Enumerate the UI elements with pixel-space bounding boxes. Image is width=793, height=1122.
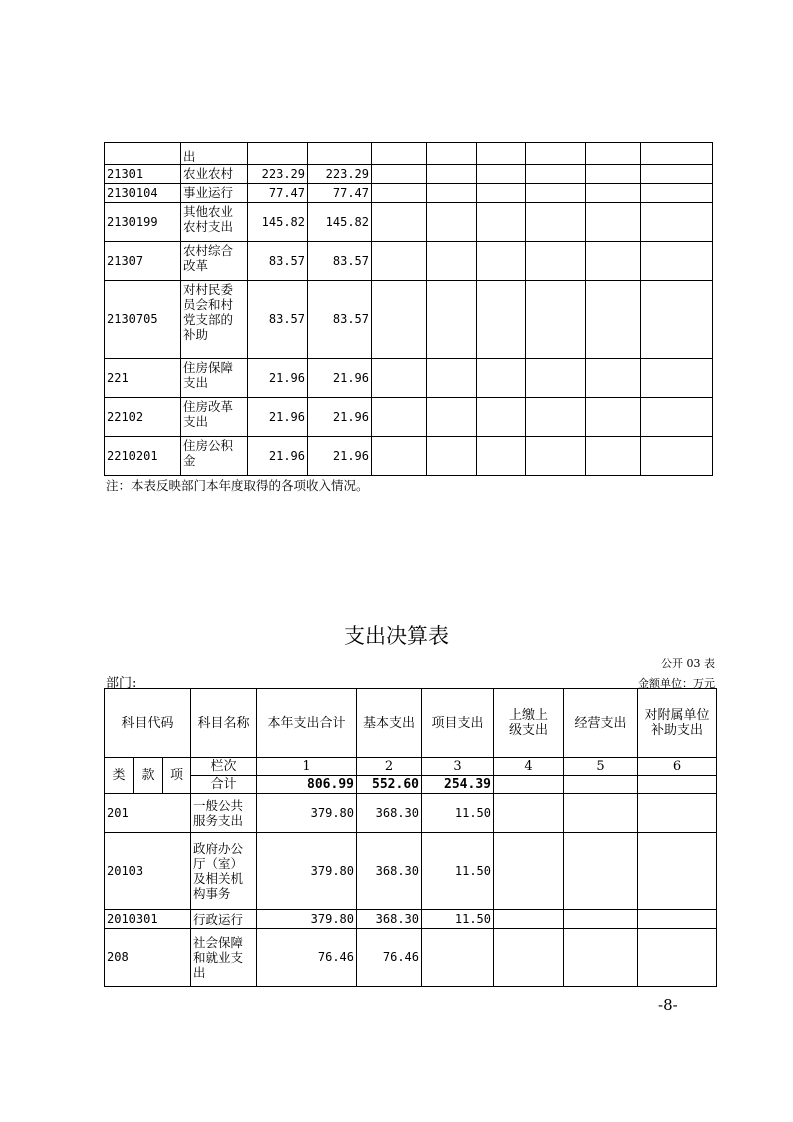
empty-cell bbox=[641, 184, 713, 203]
empty-cell bbox=[526, 143, 586, 165]
empty-cell bbox=[586, 184, 641, 203]
row-code: 2210201 bbox=[105, 437, 181, 476]
row-code: 2130199 bbox=[105, 203, 181, 242]
row-project: 11.50 bbox=[422, 794, 494, 833]
empty-cell bbox=[526, 203, 586, 242]
total-row-business bbox=[564, 776, 638, 794]
empty-cell bbox=[372, 437, 427, 476]
empty-cell bbox=[427, 359, 477, 398]
empty-cell bbox=[526, 281, 586, 359]
table-row bbox=[105, 929, 717, 987]
empty-cell bbox=[564, 833, 638, 910]
row-name: 农业农村 bbox=[181, 165, 248, 184]
row-name: 社会保障和就业支出 bbox=[191, 929, 257, 987]
empty-cell bbox=[526, 398, 586, 437]
empty-cell bbox=[526, 359, 586, 398]
header-upper: 上缴上级支出 bbox=[494, 689, 564, 758]
empty-cell bbox=[477, 398, 526, 437]
empty-cell bbox=[526, 184, 586, 203]
empty-cell bbox=[564, 794, 638, 833]
empty-cell bbox=[638, 833, 717, 910]
col-number-2: 2 bbox=[357, 758, 422, 776]
header-lanci: 栏次 bbox=[191, 758, 257, 776]
header-business: 经营支出 bbox=[564, 689, 638, 758]
row-value-1: 145.82 bbox=[248, 203, 308, 242]
row-value-1: 21.96 bbox=[248, 437, 308, 476]
empty-cell bbox=[427, 242, 477, 281]
empty-cell bbox=[641, 203, 713, 242]
header-name: 科目名称 bbox=[191, 689, 257, 758]
empty-cell bbox=[427, 143, 477, 165]
row-name: 住房保障支出 bbox=[181, 359, 248, 398]
empty-cell bbox=[372, 143, 427, 165]
col-number-3: 3 bbox=[422, 758, 494, 776]
table-row bbox=[105, 143, 713, 165]
table-row bbox=[105, 203, 713, 242]
empty-cell bbox=[494, 794, 564, 833]
row-value-1: 21.96 bbox=[248, 398, 308, 437]
row-code bbox=[105, 143, 181, 165]
header-code: 科目代码 bbox=[105, 689, 191, 758]
row-code: 2010301 bbox=[105, 910, 191, 929]
table-row bbox=[105, 359, 713, 398]
empty-cell bbox=[494, 929, 564, 987]
table-row bbox=[105, 165, 713, 184]
row-value-2: 145.82 bbox=[308, 203, 372, 242]
row-code: 221 bbox=[105, 359, 181, 398]
row-code: 21307 bbox=[105, 242, 181, 281]
table-row bbox=[105, 794, 717, 833]
empty-cell bbox=[641, 165, 713, 184]
empty-cell bbox=[641, 143, 713, 165]
empty-cell bbox=[372, 398, 427, 437]
table-id-label: 公开 03 表 bbox=[661, 657, 715, 670]
total-row-label: 合计 bbox=[191, 776, 257, 794]
row-basic: 368.30 bbox=[357, 910, 422, 929]
row-code: 2130705 bbox=[105, 281, 181, 359]
empty-cell bbox=[372, 242, 427, 281]
row-value-2: 83.57 bbox=[308, 242, 372, 281]
row-name: 其他农业农村支出 bbox=[181, 203, 248, 242]
empty-cell bbox=[477, 184, 526, 203]
income-table-continuation bbox=[104, 142, 713, 476]
empty-cell bbox=[494, 833, 564, 910]
row-name: 事业运行 bbox=[181, 184, 248, 203]
row-value-1: 83.57 bbox=[248, 281, 308, 359]
row-value-1 bbox=[248, 143, 308, 165]
col-number-5: 5 bbox=[564, 758, 638, 776]
row-name: 一般公共服务支出 bbox=[191, 794, 257, 833]
table-row bbox=[105, 398, 713, 437]
row-total: 379.80 bbox=[257, 833, 357, 910]
row-code: 21301 bbox=[105, 165, 181, 184]
row-value-2: 21.96 bbox=[308, 398, 372, 437]
empty-cell bbox=[526, 242, 586, 281]
col-number-1: 1 bbox=[257, 758, 357, 776]
row-project: 11.50 bbox=[422, 910, 494, 929]
empty-cell bbox=[641, 437, 713, 476]
empty-cell bbox=[564, 910, 638, 929]
row-value-2: 21.96 bbox=[308, 359, 372, 398]
row-total: 379.80 bbox=[257, 910, 357, 929]
empty-cell bbox=[477, 143, 526, 165]
header-lei: 类 bbox=[105, 758, 134, 794]
empty-cell bbox=[586, 143, 641, 165]
row-value-2: 83.57 bbox=[308, 281, 372, 359]
row-name: 对村民委员会和村党支部的补助 bbox=[181, 281, 248, 359]
empty-cell bbox=[494, 910, 564, 929]
table-row bbox=[105, 833, 717, 910]
row-name: 行政运行 bbox=[191, 910, 257, 929]
row-code: 208 bbox=[105, 929, 191, 987]
unit-label: 金额单位：万元 bbox=[638, 677, 715, 690]
empty-cell bbox=[586, 242, 641, 281]
table-row bbox=[105, 184, 713, 203]
empty-cell bbox=[586, 437, 641, 476]
row-value-2: 77.47 bbox=[308, 184, 372, 203]
empty-cell bbox=[477, 359, 526, 398]
header-basic: 基本支出 bbox=[357, 689, 422, 758]
empty-cell bbox=[427, 281, 477, 359]
row-value-2 bbox=[308, 143, 372, 165]
row-code: 20103 bbox=[105, 833, 191, 910]
empty-cell bbox=[526, 437, 586, 476]
department-label: 部门: bbox=[106, 676, 137, 691]
total-row-total: 806.99 bbox=[257, 776, 357, 794]
total-row-subsidy bbox=[638, 776, 717, 794]
empty-cell bbox=[564, 929, 638, 987]
expenditure-table bbox=[104, 688, 717, 987]
empty-cell bbox=[427, 184, 477, 203]
row-value-2: 21.96 bbox=[308, 437, 372, 476]
empty-cell bbox=[477, 281, 526, 359]
header-total: 本年支出合计 bbox=[257, 689, 357, 758]
row-value-2: 223.29 bbox=[308, 165, 372, 184]
row-basic: 76.46 bbox=[357, 929, 422, 987]
row-total: 76.46 bbox=[257, 929, 357, 987]
empty-cell bbox=[641, 242, 713, 281]
col-number-4: 4 bbox=[494, 758, 564, 776]
table-row bbox=[105, 437, 713, 476]
row-value-1: 83.57 bbox=[248, 242, 308, 281]
empty-cell bbox=[477, 165, 526, 184]
empty-cell bbox=[638, 794, 717, 833]
empty-cell bbox=[477, 437, 526, 476]
header-kuan: 款 bbox=[134, 758, 163, 794]
total-row-basic: 552.60 bbox=[357, 776, 422, 794]
row-value-1: 223.29 bbox=[248, 165, 308, 184]
row-project: 11.50 bbox=[422, 833, 494, 910]
row-code: 2130104 bbox=[105, 184, 181, 203]
empty-cell bbox=[427, 203, 477, 242]
expenditure-table-title: 支出决算表 bbox=[344, 624, 449, 648]
empty-cell bbox=[427, 437, 477, 476]
empty-cell bbox=[586, 359, 641, 398]
empty-cell bbox=[427, 398, 477, 437]
table-note: 注：本表反映部门本年度取得的各项收入情况。 bbox=[106, 478, 369, 493]
empty-cell bbox=[586, 165, 641, 184]
empty-cell bbox=[477, 203, 526, 242]
row-basic: 368.30 bbox=[357, 794, 422, 833]
row-code: 22102 bbox=[105, 398, 181, 437]
empty-cell bbox=[638, 910, 717, 929]
table-row bbox=[105, 910, 717, 929]
empty-cell bbox=[641, 398, 713, 437]
empty-cell bbox=[372, 184, 427, 203]
row-name: 农村综合改革 bbox=[181, 242, 248, 281]
empty-cell bbox=[586, 281, 641, 359]
empty-cell bbox=[477, 242, 526, 281]
row-project bbox=[422, 929, 494, 987]
table-row bbox=[105, 281, 713, 359]
row-value-1: 21.96 bbox=[248, 359, 308, 398]
empty-cell bbox=[586, 203, 641, 242]
empty-cell bbox=[372, 281, 427, 359]
row-basic: 368.30 bbox=[357, 833, 422, 910]
empty-cell bbox=[372, 359, 427, 398]
col-number-6: 6 bbox=[638, 758, 717, 776]
empty-cell bbox=[641, 359, 713, 398]
empty-cell bbox=[586, 398, 641, 437]
empty-cell bbox=[372, 203, 427, 242]
row-code: 201 bbox=[105, 794, 191, 833]
empty-cell bbox=[372, 165, 427, 184]
row-total: 379.80 bbox=[257, 794, 357, 833]
empty-cell bbox=[526, 165, 586, 184]
empty-cell bbox=[427, 165, 477, 184]
row-name: 出 bbox=[181, 143, 248, 165]
header-xiang: 项 bbox=[163, 758, 191, 794]
row-name: 住房改革支出 bbox=[181, 398, 248, 437]
header-subsidy: 对附属单位补助支出 bbox=[638, 689, 717, 758]
empty-cell bbox=[641, 281, 713, 359]
row-value-1: 77.47 bbox=[248, 184, 308, 203]
total-row-project: 254.39 bbox=[422, 776, 494, 794]
table-row bbox=[105, 242, 713, 281]
empty-cell bbox=[638, 929, 717, 987]
header-project: 项目支出 bbox=[422, 689, 494, 758]
page-number: -8- bbox=[658, 996, 678, 1014]
row-name: 政府办公厅（室）及相关机构事务 bbox=[191, 833, 257, 910]
row-name: 住房公积金 bbox=[181, 437, 248, 476]
total-row-upper bbox=[494, 776, 564, 794]
